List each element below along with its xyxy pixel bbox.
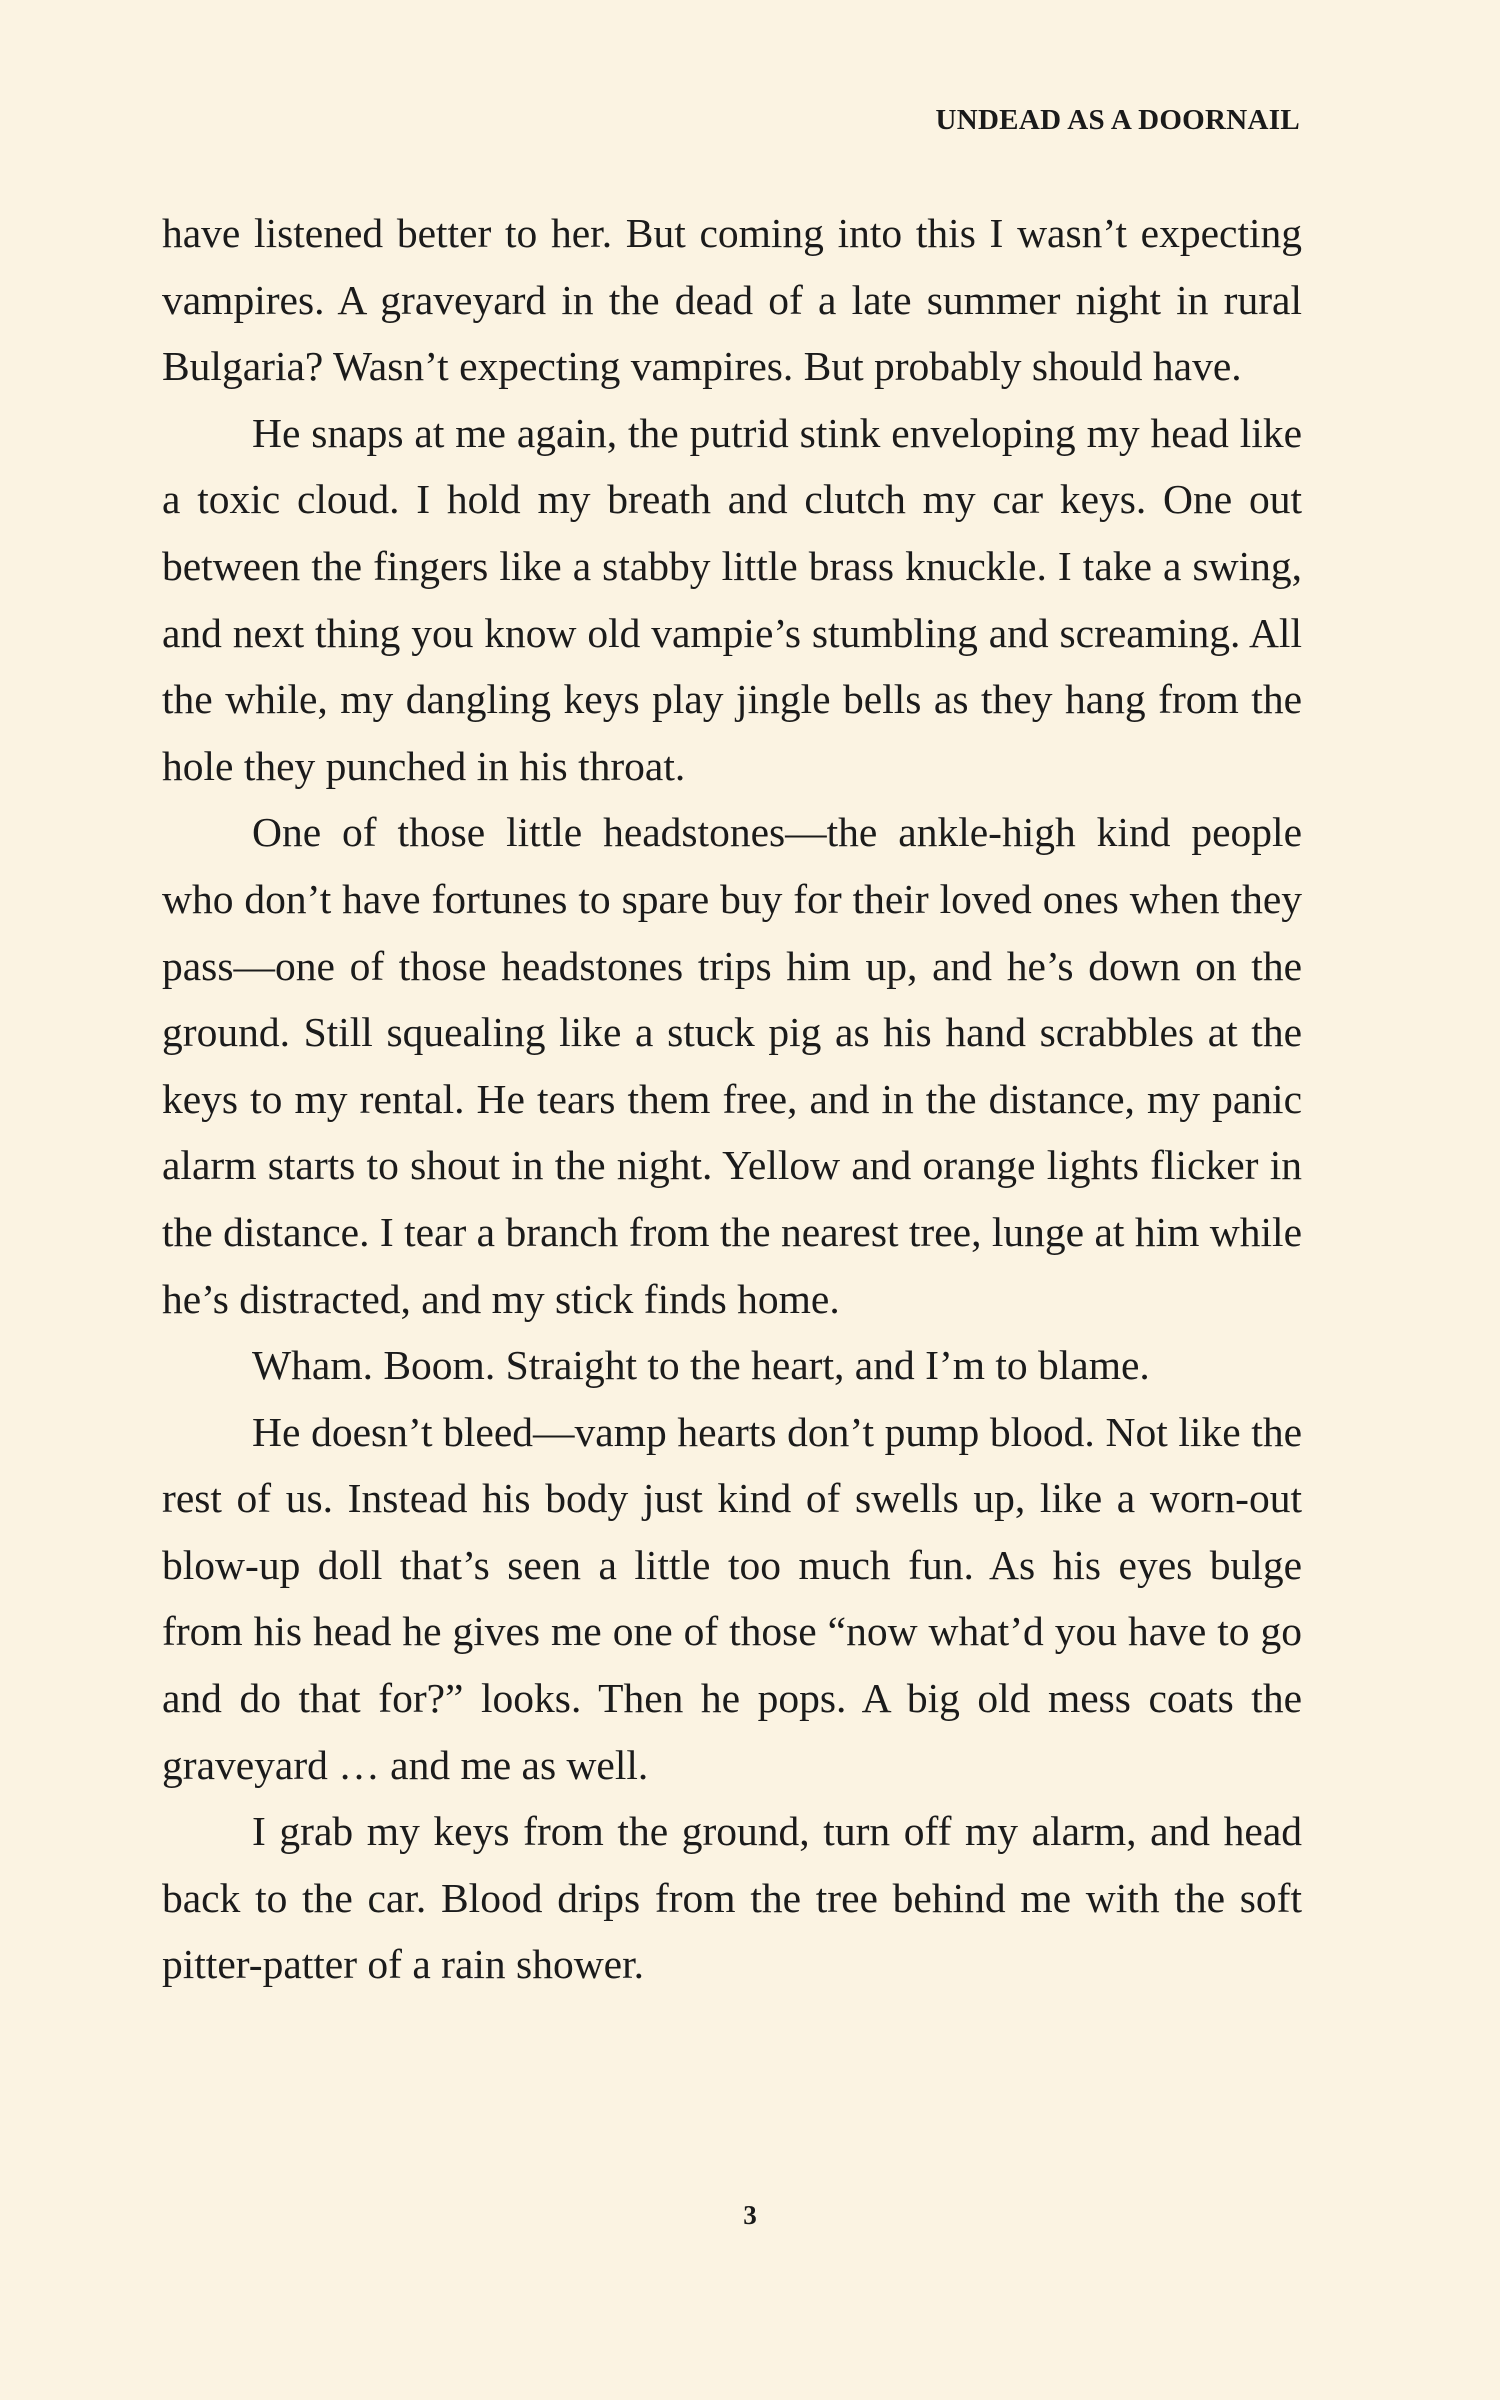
paragraph: have listened better to her. But coming into this I wasn’t expecting vampires. A graveyard in the dead of a late summer night in rural Bulgaria? Wasn’t expecting vampires. But probably should have. — [162, 210, 1302, 390]
paragraph: Wham. Boom. Straight to the heart, and I’m to blame. — [252, 1342, 1150, 1389]
paragraph: He snaps at me again, the putrid stink enveloping my head like a toxic cloud. I hold my breath and clutch my car keys. One out between the fingers like a stabby little brass knuckle. I take a swing, and next thing you know old vampie’s stumbling and screaming. All the while, my dangling keys play jingle bells as they hang from the hole they punched in his throat. — [162, 409, 1302, 789]
paragraph: He doesn’t bleed—vamp hearts don’t pump blood. Not like the rest of us. Instead his body just kind of swells up, like a worn-out blow-up doll that’s seen a little too much fun. As his eyes bulge from his head he gives me one of those “now what’d you have to go and do that for?” looks. Then he pops. A big old mess coats the graveyard … and me as well. — [162, 1408, 1302, 1788]
body-text — [162, 200, 1302, 1998]
running-head: UNDEAD AS A DOORNAIL — [935, 104, 1300, 136]
page-number: 3 — [743, 2200, 757, 2230]
paragraph: One of those little headstones—the ankle-high kind people who don’t have fortunes to spare buy for their loved ones when they pass—one of those headstones trips him up, and he’s down on the ground. Still squealing like a stuck pig as his hand scrabbles at the keys to my rental. He tears them free, and in the distance, my panic alarm starts to shout in the night. Yellow and orange lights flicker in the distance. I tear a branch from the nearest tree, lunge at him while he’s distracted, and my stick finds home. — [162, 809, 1302, 1322]
paragraph: I grab my keys from the ground, turn off my alarm, and head back to the car. Blood drips from the tree behind me with the soft pitter-patter of a rain shower. — [162, 1808, 1302, 1988]
